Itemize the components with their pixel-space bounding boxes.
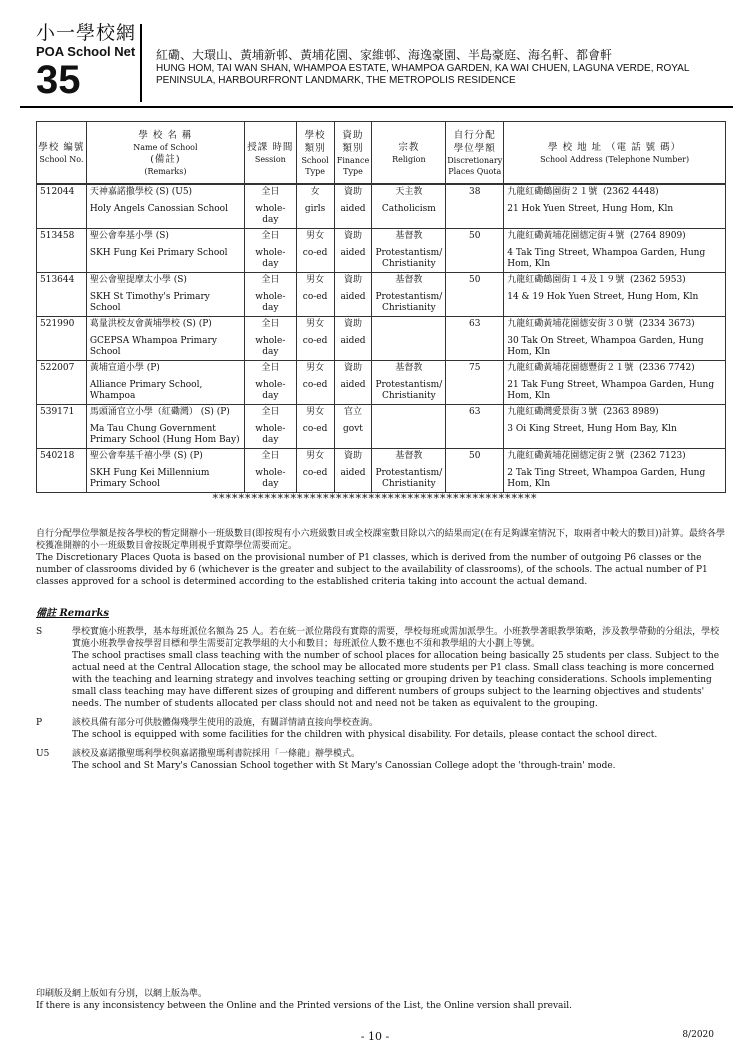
page-number: - 10 - bbox=[360, 1030, 390, 1043]
school-table bbox=[36, 121, 726, 493]
quota: 50 bbox=[446, 449, 504, 493]
phone-number: (2362 7123) bbox=[629, 451, 686, 461]
table-row bbox=[37, 317, 726, 361]
quota-note-zh: 自行分配學位學額是按各學校的暫定開辦小一班級數目(即按現有小六班級數目或全校課室數目除以六的結果而定(在有足夠課室情況下，取兩者中較大的數目))計算。最終各學校獲准開辦的小一班級數目會按既定準則視乎實際學位需要而定。 bbox=[36, 529, 726, 551]
remark-text-en: The school and St Mary's Canossian School together with St Mary's Canossian College adopt the 'through-train' mode. bbox=[72, 761, 616, 771]
address-en: 14 & 19 Hok Yuen Street, Hung Hom, Kln bbox=[507, 292, 699, 302]
quota-note-en: The Discretionary Places Quota is based on the provisional number of P1 classes, which is derived from the number of outgoing P6 classes or the number of classrooms divided by 6 (whichever is the greater and subject to the availability of classrooms), of the schools. The actual number of P1 classes approved for a school is determined according to the established criteria taking into account the actual demand. bbox=[36, 553, 708, 587]
school-name-zh: 天神嘉諾撒學校 (S) (U5) bbox=[89, 187, 193, 197]
finance-type: 資助 aided bbox=[334, 449, 372, 493]
table-row bbox=[37, 361, 726, 405]
school-name-zh: 馬頭涌官立小學（紅磡灣） (S) (P) bbox=[89, 407, 230, 417]
religion: 基督教 Protestantism/ Christianity bbox=[372, 273, 446, 317]
school-type: 男女 co-ed bbox=[296, 361, 334, 405]
address-en: 21 Tak Fung Street, Whampoa Garden, Hung Hom, Kln bbox=[507, 380, 715, 401]
school-address bbox=[504, 361, 726, 405]
table-header-row bbox=[37, 122, 726, 185]
quota: 50 bbox=[446, 273, 504, 317]
remark-text-zh: 該校具備有部分可供肢體傷殘學生使用的設施，有關詳情請直接向學校查詢。 bbox=[72, 718, 379, 728]
school-name bbox=[86, 273, 244, 317]
school-type: 女 girls bbox=[296, 184, 334, 229]
school-name-en: Ma Tau Chung Government Primary School (Hung Hom Bay) bbox=[89, 424, 240, 445]
quota: 63 bbox=[446, 317, 504, 361]
school-type: 男女 co-ed bbox=[296, 405, 334, 449]
table-row bbox=[37, 405, 726, 449]
header-address: 學 校 地 址 （電 話 號 碼） School Address (Telephone Number) bbox=[504, 122, 726, 185]
remark-text-zh: 學校實施小班教學，基本每班派位名額為 25 人。若在統一派位階段有實際的需要，學校每班或需加派學生。小班教學著眼教學策略，涉及教學帶動的分組法，學校實施小班教學會按學習目標和學生需要訂定教學組的大小和數目；每班派位人數不應也不須和教學組的大小劃上等號。 bbox=[72, 627, 720, 649]
phone-number: (2363 8989) bbox=[602, 407, 659, 417]
remark-text-en: The school is equipped with some facilities for the children with physical disability. For details, please contact the school direct. bbox=[72, 730, 658, 740]
religion: 天主教 Catholicism bbox=[372, 184, 446, 229]
session: 全日 whole-day bbox=[244, 361, 296, 405]
quota: 38 bbox=[446, 184, 504, 229]
remark-code: P bbox=[36, 718, 43, 728]
address-zh: 九龍紅磡灣愛景街３號 bbox=[507, 407, 598, 417]
school-name bbox=[86, 405, 244, 449]
page-header bbox=[28, 18, 728, 108]
school-name-en: GCEPSA Whampoa Primary School bbox=[89, 336, 217, 357]
section-separator: ************************************************** bbox=[212, 492, 538, 505]
table-row bbox=[37, 449, 726, 493]
school-no: 521990 bbox=[37, 317, 87, 361]
brand-title-zh: 小一學校網 bbox=[36, 22, 137, 44]
brand-block bbox=[36, 22, 168, 100]
address-en: 3 Oi King Street, Hung Hom Bay, Kln bbox=[507, 424, 677, 434]
quota-note bbox=[36, 528, 726, 588]
remark-item bbox=[36, 717, 726, 741]
quota: 50 bbox=[446, 229, 504, 273]
school-name-en: Holy Angels Canossian School bbox=[89, 204, 228, 214]
school-name-en: SKH Fung Kei Millennium Primary School bbox=[89, 468, 210, 489]
header-school-no: 學校 編號 School No. bbox=[37, 122, 87, 185]
phone-number: (2336 7742) bbox=[638, 363, 695, 373]
school-name bbox=[86, 449, 244, 493]
header-religion: 宗教 Religion bbox=[372, 122, 446, 185]
quota: 63 bbox=[446, 405, 504, 449]
school-address bbox=[504, 273, 726, 317]
school-address bbox=[504, 317, 726, 361]
remark-text-zh: 該校及嘉諾撒聖瑪利學校與嘉諾撒聖瑪利書院採用「一條龍」辦學模式。 bbox=[72, 749, 361, 759]
school-no: 540218 bbox=[37, 449, 87, 493]
finance-type: 資助 aided bbox=[334, 361, 372, 405]
remark-item bbox=[36, 626, 726, 710]
header-school-type: 學校 類別 School Type bbox=[296, 122, 334, 185]
remarks-list bbox=[36, 626, 726, 779]
finance-type: 資助 aided bbox=[334, 229, 372, 273]
table-row bbox=[37, 184, 726, 229]
school-type: 男女 co-ed bbox=[296, 449, 334, 493]
footer-note-en: If there is any inconsistency between the Online and the Printed versions of the List, the Online version shall prevail. bbox=[36, 1001, 573, 1011]
school-address bbox=[504, 405, 726, 449]
school-no: 522007 bbox=[37, 361, 87, 405]
school-name-zh: 黃埔宣道小學 (P) bbox=[89, 363, 160, 373]
header-school-name: 學 校 名 稱 Name of School (備註) (Remarks) bbox=[86, 122, 244, 185]
school-no: 513644 bbox=[37, 273, 87, 317]
remark-text-en: The school practises small class teaching with the number of school places for allocation being basically 25 students per class. Subject to the actual need at the Central Allocation stage, the school may be allocated more students per P1 class. Small class teaching is more concerned with the teaching and learning strategy and involves teaching setting or grouping driven by teaching considerations. Schools implementing small class teaching may have different sizes of grouping and different numbers of groups subject to the learning objectives and students' needs. The number of students allocated per class should not and need not be taken as equivalent to the grouping. bbox=[72, 651, 720, 709]
school-name-zh: 葛量洪校友會黃埔學校 (S) (P) bbox=[89, 319, 212, 329]
remark-item bbox=[36, 748, 726, 772]
quota: 75 bbox=[446, 361, 504, 405]
remark-code: S bbox=[36, 627, 43, 637]
district-list-zh: 紅磡、大環山、黃埔新邨、黃埔花園、家維邨、海逸豪園、半島豪庭、海名軒、都會軒 bbox=[156, 48, 613, 62]
address-en: 2 Tak Ting Street, Whampoa Garden, Hung Hom, Kln bbox=[507, 468, 706, 489]
phone-number: (2362 4448) bbox=[602, 187, 659, 197]
session: 全日 whole-day bbox=[244, 449, 296, 493]
address-zh: 九龍紅磡黃埔花園德豐街２１號 bbox=[507, 363, 634, 373]
finance-type: 資助 aided bbox=[334, 317, 372, 361]
school-name-zh: 聖公會奉基千禧小學 (S) (P) bbox=[89, 451, 203, 461]
religion bbox=[372, 317, 446, 361]
phone-number: (2362 5953) bbox=[629, 275, 686, 285]
session: 全日 whole-day bbox=[244, 317, 296, 361]
phone-number: (2764 8909) bbox=[629, 231, 686, 241]
school-address bbox=[504, 184, 726, 229]
address-zh: 九龍紅磡鶴園街２１號 bbox=[507, 187, 598, 197]
brand-title-en: POA School Net bbox=[36, 44, 136, 59]
session: 全日 whole-day bbox=[244, 273, 296, 317]
remark-code: U5 bbox=[36, 749, 50, 759]
finance-type: 官立 govt bbox=[334, 405, 372, 449]
religion: 基督教 Protestantism/ Christianity bbox=[372, 229, 446, 273]
footer-note bbox=[36, 988, 572, 1012]
school-name-en: SKH Fung Kei Primary School bbox=[89, 248, 228, 258]
address-en: 30 Tak On Street, Whampoa Garden, Hung Hom, Kln bbox=[507, 336, 704, 357]
table-row bbox=[37, 273, 726, 317]
school-no: 513458 bbox=[37, 229, 87, 273]
school-no: 512044 bbox=[37, 184, 87, 229]
school-name bbox=[86, 184, 244, 229]
phone-number: (2334 3673) bbox=[638, 319, 695, 329]
header-session: 授課 時間 Session bbox=[244, 122, 296, 185]
district-list-en: HUNG HOM, TAI WAN SHAN, WHAMPOA ESTATE, WHAMPOA GARDEN, KA WAI CHUEN, LAGUNA VERDE, ROYAL PENINSULA, HARBOURFRONT LANDMARK, THE METROPOLIS RESIDENCE bbox=[156, 63, 690, 86]
school-type: 男女 co-ed bbox=[296, 273, 334, 317]
remarks-title: 備註 Remarks bbox=[36, 608, 110, 619]
address-zh: 九龍紅磡黃埔花園德定街４號 bbox=[507, 231, 625, 241]
address-zh: 九龍紅磡黃埔花園德安街３０號 bbox=[507, 319, 634, 329]
address-zh: 九龍紅磡黃埔花園德定街２號 bbox=[507, 451, 625, 461]
school-name bbox=[86, 229, 244, 273]
session: 全日 whole-day bbox=[244, 405, 296, 449]
school-type: 男女 co-ed bbox=[296, 317, 334, 361]
religion: 基督教 Protestantism/ Christianity bbox=[372, 449, 446, 493]
session: 全日 whole-day bbox=[244, 184, 296, 229]
district-list bbox=[156, 48, 736, 87]
school-address bbox=[504, 449, 726, 493]
school-name bbox=[86, 317, 244, 361]
address-en: 21 Hok Yuen Street, Hung Hom, Kln bbox=[507, 204, 674, 214]
school-net-number: 35 bbox=[36, 58, 81, 102]
footer-note-zh: 印刷版及網上版如有分別，以網上版為準。 bbox=[36, 989, 208, 999]
school-name bbox=[86, 361, 244, 405]
school-name-en: Alliance Primary School, Whampoa bbox=[89, 380, 203, 401]
school-address bbox=[504, 229, 726, 273]
header-finance-type: 資助 類別 Finance Type bbox=[334, 122, 372, 185]
address-zh: 九龍紅磡鶴園街１４及１９號 bbox=[507, 275, 625, 285]
school-name-zh: 聖公會聖提摩太小學 (S) bbox=[89, 275, 187, 285]
finance-type: 資助 aided bbox=[334, 273, 372, 317]
document-date: 8/2020 bbox=[682, 1030, 714, 1040]
header-quota: 自行分配 學位學額 Discretionary Places Quota bbox=[446, 122, 504, 185]
school-type: 男女 co-ed bbox=[296, 229, 334, 273]
religion: 基督教 Protestantism/ Christianity bbox=[372, 361, 446, 405]
address-en: 4 Tak Ting Street, Whampoa Garden, Hung Hom, Kln bbox=[507, 248, 706, 269]
table-row bbox=[37, 229, 726, 273]
session: 全日 whole-day bbox=[244, 229, 296, 273]
school-no: 539171 bbox=[37, 405, 87, 449]
finance-type: 資助 aided bbox=[334, 184, 372, 229]
header-divider bbox=[140, 24, 142, 102]
religion bbox=[372, 405, 446, 449]
school-name-zh: 聖公會奉基小學 (S) bbox=[89, 231, 169, 241]
header-rule bbox=[20, 106, 733, 108]
school-name-en: SKH St Timothy's Primary School bbox=[89, 292, 210, 313]
